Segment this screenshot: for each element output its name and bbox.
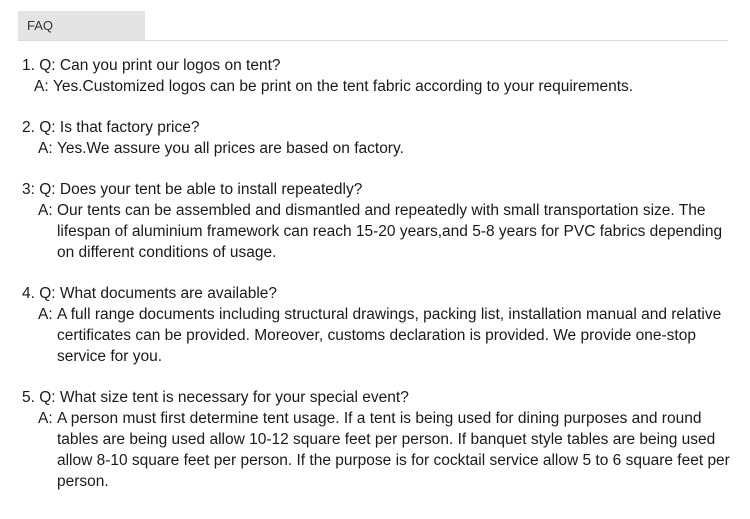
answer-label: A: [38, 202, 57, 219]
faq-list [22, 55, 732, 512]
answer-text: Our tents can be assembled and dismantled and repeatedly with small transportation size. The lifespan of aluminium framework can reach 15-20 years,and 5-8 years for PVC fabrics depending on different conditions of usage. [56, 202, 723, 261]
faq-question: 1. Q: Can you print our logos on tent? [22, 57, 281, 74]
faq-question: 4. Q: What documents are available? [22, 285, 278, 302]
answer-label: A: [38, 140, 57, 157]
answer-text: A full range documents including structural drawings, packing list, installation manual and relative certificates can be provided. Moreover, customs declaration is provided. We provide one-stop service for you. [56, 306, 722, 365]
answer-text: A person must first determine tent usage. If a tent is being used for dining purposes and round tables are being used allow 10-12 square feet per person. If banquet style tables are being used allow 8-10 square feet per person. If the purpose is for cocktail service allow 5 to 6 square feet per person. [56, 410, 730, 490]
faq-question: 5. Q: What size tent is necessary for your special event? [22, 389, 409, 406]
faq-answer [22, 200, 732, 263]
answer-label: A: [34, 78, 53, 95]
answer-label: A: [38, 306, 57, 323]
faq-answer [22, 304, 732, 367]
faq-header-bar [18, 0, 728, 41]
faq-item-5 [22, 387, 732, 492]
faq-answer [22, 408, 732, 492]
answer-text: Yes.Customized logos can be print on the tent fabric according to your requirements. [52, 78, 634, 95]
faq-item-4 [22, 283, 732, 367]
faq-question: 3: Q: Does your tent be able to install repeatedly? [22, 181, 363, 198]
answer-text: Yes.We assure you all prices are based on factory. [56, 140, 404, 157]
faq-item-1 [22, 55, 732, 97]
answer-label: A: [38, 410, 57, 427]
faq-question: 2. Q: Is that factory price? [22, 119, 200, 136]
tab-faq[interactable]: FAQ [18, 11, 145, 40]
faq-answer [22, 138, 732, 159]
faq-item-3 [22, 179, 732, 263]
faq-answer [22, 76, 732, 97]
faq-item-2 [22, 117, 732, 159]
